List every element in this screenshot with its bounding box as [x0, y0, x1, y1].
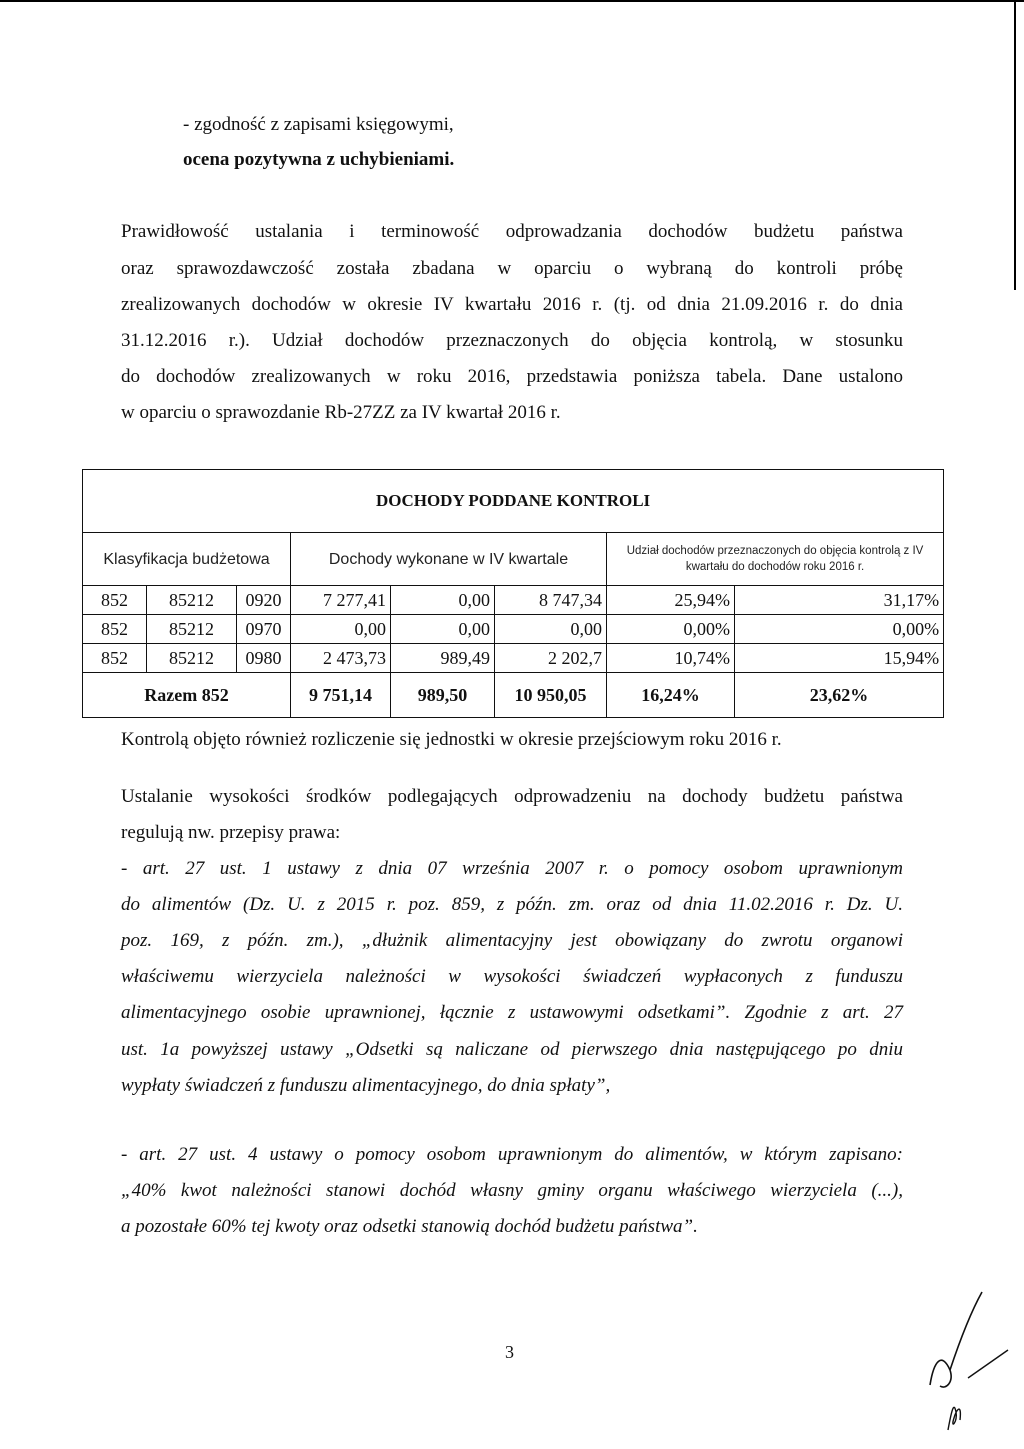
paragraph1-line-5: do dochodów zrealizowanych w roku 2016, przedstawia poniższa tabela. Dane ustalono	[121, 366, 903, 387]
table-total-row	[83, 673, 944, 718]
cell-income-1: 7 277,41	[291, 586, 391, 615]
cell-share-2: 31,17%	[735, 586, 944, 615]
quote1-line-7: wypłaty świadczeń z funduszu alimentacyjnego, do dnia spłaty”,	[121, 1075, 611, 1096]
quote1-line-3: poz. 169, z późn. zm.), „dłużnik alimentacyjny jest obowiązany do zwrotu organowi	[121, 930, 903, 951]
page-number: 3	[505, 1342, 514, 1362]
cell-income-2: 0,00	[391, 615, 495, 644]
cell-paragraph: 0920	[237, 586, 291, 615]
total-income-1: 9 751,14	[291, 673, 391, 718]
quote1-line-6: ust. 1a powyższej ustawy „Odsetki są naliczane od pierwszego dnia następującego po dniu	[121, 1039, 903, 1060]
quote1-line-5: alimentacyjnego osobie uprawnionej, łącznie z ustawowymi odsetkami”. Zgodnie z art. 27	[121, 1002, 903, 1023]
total-income-3: 10 950,05	[495, 673, 607, 718]
total-label: Razem 852	[83, 673, 291, 718]
table-row	[83, 644, 944, 673]
quote2-line-3: a pozostałe 60% tej kwoty oraz odsetki stanowią dochód budżetu państwa”.	[121, 1216, 698, 1237]
cell-chapter: 85212	[147, 644, 237, 673]
total-share-2: 23,62%	[735, 673, 944, 718]
paragraph1-line-6: w oparciu o sprawozdanie Rb-27ZZ za IV kwartał 2016 r.	[121, 402, 561, 423]
quote2-line-2: „40% kwot należności stanowi dochód własny gminy organu właściwego wierzyciela (...),	[121, 1180, 903, 1201]
table-title: DOCHODY PODDANE KONTROLI	[83, 470, 944, 533]
header-classification: Klasyfikacja budżetowa	[83, 533, 291, 586]
income-table	[82, 469, 944, 718]
cell-share-1: 10,74%	[607, 644, 735, 673]
cell-share-2: 0,00%	[735, 615, 944, 644]
cell-income-3: 8 747,34	[495, 586, 607, 615]
paragraph1-line-3: zrealizowanych dochodów w okresie IV kwartału 2016 r. (tj. od dnia 21.09.2016 r. do dnia	[121, 294, 903, 315]
cell-income-3: 2 202,7	[495, 644, 607, 673]
intro-line-1: - zgodność z zapisami księgowymi,	[183, 114, 454, 135]
top-border-line	[0, 0, 1024, 2]
handwritten-signature	[920, 1290, 1020, 1440]
table-row	[83, 586, 944, 615]
right-border-line	[1014, 0, 1016, 290]
cell-income-3: 0,00	[495, 615, 607, 644]
paragraph1-line-1: Prawidłowość ustalania i terminowość odprowadzania dochodów budżetu państwa	[121, 221, 903, 242]
quote1-line-4: właściwemu wierzyciela należności w wysokości świadczeń wypłaconych z funduszu	[121, 966, 903, 987]
cell-income-2: 0,00	[391, 586, 495, 615]
table-row	[83, 615, 944, 644]
cell-share-1: 25,94%	[607, 586, 735, 615]
quote2-line-1: - art. 27 ust. 4 ustawy o pomocy osobom uprawnionym do alimentów, w którym zapisano:	[121, 1144, 903, 1165]
cell-section: 852	[83, 615, 147, 644]
cell-section: 852	[83, 644, 147, 673]
cell-share-2: 15,94%	[735, 644, 944, 673]
header-share: Udział dochodów przeznaczonych do objęcia kontrolą z IV kwartału do dochodów roku 2016 r.	[607, 533, 944, 586]
cell-chapter: 85212	[147, 615, 237, 644]
paragraph1-line-4: 31.12.2016 r.). Udział dochodów przeznaczonych do objęcia kontrolą, w stosunku	[121, 330, 903, 351]
total-share-1: 16,24%	[607, 673, 735, 718]
cell-income-2: 989,49	[391, 644, 495, 673]
cell-paragraph: 0970	[237, 615, 291, 644]
quote1-line-2: do alimentów (Dz. U. z 2015 r. poz. 859, z późn. zm. oraz od dnia 11.02.2016 r. Dz. U.	[121, 894, 903, 915]
cell-paragraph: 0980	[237, 644, 291, 673]
total-income-2: 989,50	[391, 673, 495, 718]
header-income: Dochody wykonane w IV kwartale	[291, 533, 607, 586]
cell-chapter: 85212	[147, 586, 237, 615]
cell-share-1: 0,00%	[607, 615, 735, 644]
cell-section: 852	[83, 586, 147, 615]
quote1-line-1: - art. 27 ust. 1 ustawy z dnia 07 września 2007 r. o pomocy osobom uprawnionym	[121, 858, 903, 879]
paragraph2-line-2: regulują nw. przepisy prawa:	[121, 822, 341, 843]
paragraph1-line-2: oraz sprawozdawczość została zbadana w oparciu o wybraną do kontroli próbę	[121, 258, 903, 279]
intro-line-2: ocena pozytywna z uchybieniami.	[183, 149, 455, 170]
after-table-text: Kontrolą objęto również rozliczenie się jednostki w okresie przejściowym roku 2016 r.	[121, 729, 782, 750]
paragraph2-line-1: Ustalanie wysokości środków podlegających odprowadzeniu na dochody budżetu państwa	[121, 786, 903, 807]
cell-income-1: 2 473,73	[291, 644, 391, 673]
cell-income-1: 0,00	[291, 615, 391, 644]
